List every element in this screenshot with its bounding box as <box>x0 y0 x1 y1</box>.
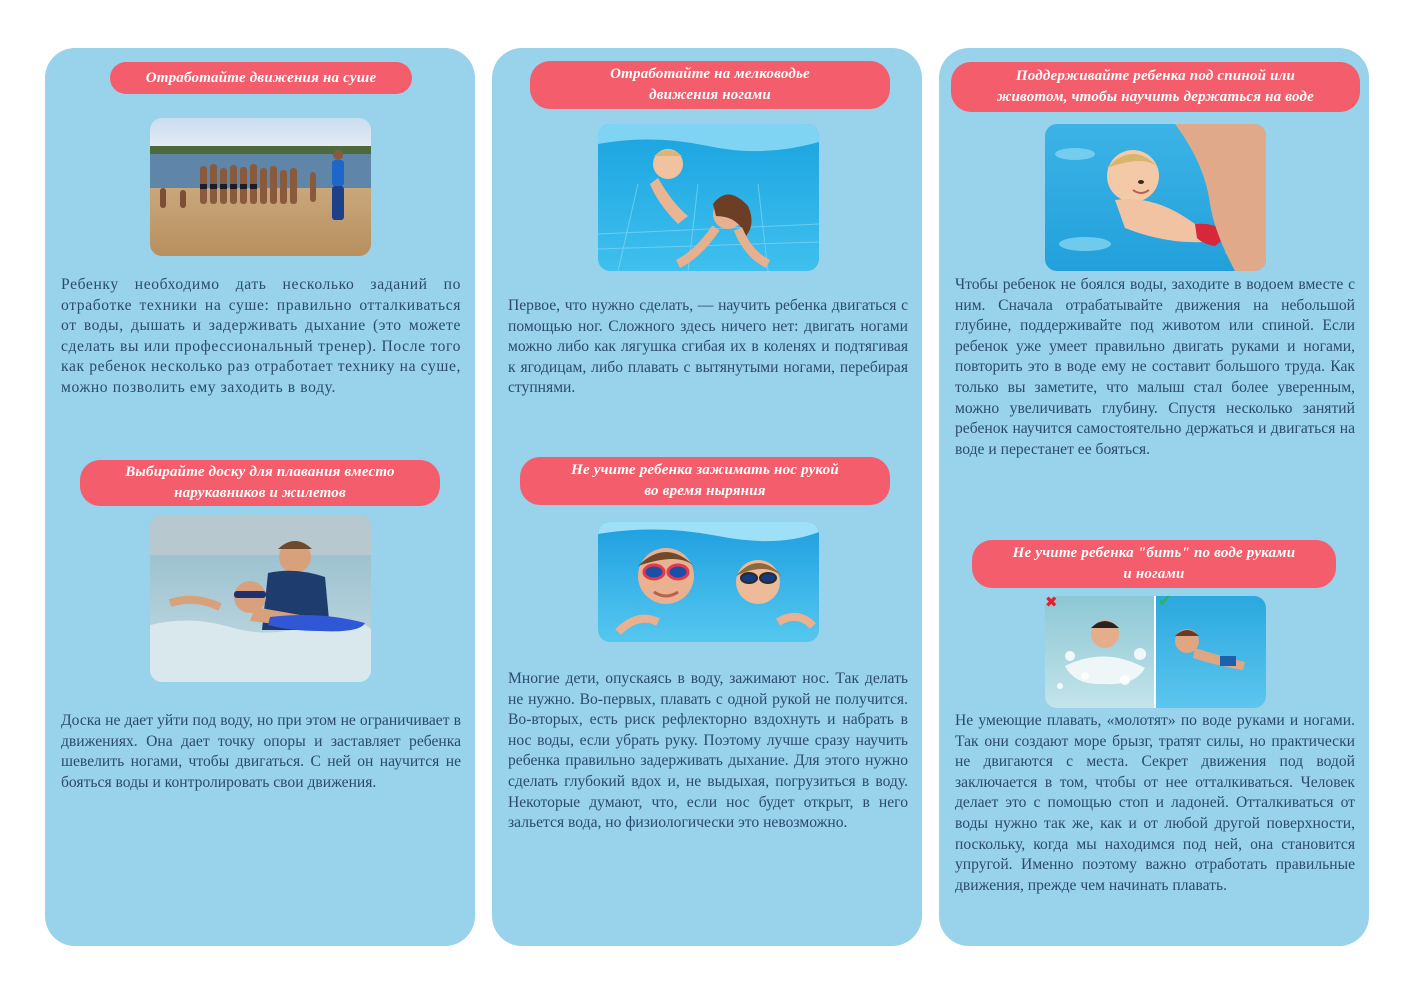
section-title-dry-land: Отработайте движения на суше <box>110 62 412 94</box>
green-check-icon: ✔ <box>1158 591 1172 610</box>
section-text-kickboard: Доска не дает уйти под воду, но при этом не ограничивает в движениях. Она дает точку опоры и заставляет ребенка шевелить ногами, чтобы двигаться. С ней он научится не бояться воды и контролировать свои движения. <box>61 712 461 791</box>
section-text-support-child: Чтобы ребенок не боялся воды, заходите в водоем вместе с ним. Сначала отрабатывайте движения на небольшой глубине, поддерживайте под животом или спиной. Если ребенок уже умеет правильно двигать руками и ногами, повторить это в воде ему не составит большого труда. Как только вы заметите, что малыш стал более уверенным, можно увеличивать глубину. Спустя несколько занятий ребенок научится самостоятельно держаться и двигаться на воде и перестанет ее бояться. <box>955 276 1355 458</box>
mother-and-child-underwater-photo <box>598 124 819 271</box>
section-title-nose-holding: Не учите ребенка зажимать нос рукой во время ныряния <box>520 457 890 505</box>
toddler-supported-in-water-photo <box>1045 124 1266 271</box>
section-title-leg-movements: Отработайте на мелководье движения ногами <box>530 61 890 109</box>
splashing-vs-underwater-comparison-photo <box>1045 593 1266 708</box>
section-text-no-splashing: Не умеющие плавать, «молотят» по воде руками и ногами. Так они создают море брызг, тратят силы, но практически не двигаются с места. Секрет движения под водой заключается в том, чтобы от нее отталкиваться. Человек делает это с помощью стоп и ладоней. Отталкиваться от воды нужно так же, как и от любой другой поверхности, поскольку, когда мы находимся под ней, она становится упругой. Именно поэтому важно отработать правильные движения, прежде чем начинать плавать. <box>955 712 1355 894</box>
red-cross-icon: ✖ <box>1045 593 1058 611</box>
section-text-leg-movements: Первое, что нужно сделать, — научить ребенка двигаться с помощью ног. Сложного здесь ничего нет: двигать ногами можно либо как лягушка сгибая их в коленях и подтягивая к ягодицам, либо плавать с вытянутыми ногами, перебирая ступнями. <box>508 297 908 397</box>
child-with-kickboard-photo <box>150 515 371 682</box>
section-text-dry-land: Ребенку необходимо дать несколько заданий по отработке техники на суше: правильно отталкиваться от воды, дышать и задерживать дыхание (это можете сделать вы или профессиональный тренер). После того как ребенок несколько раз отработает технику на суше, можно позволить ему заходить в воду. <box>61 276 461 396</box>
section-title-kickboard: Выбирайте доску для плавания вместо нарукавников и жилетов <box>80 460 440 506</box>
kids-with-goggles-underwater-photo <box>598 522 819 642</box>
section-text-nose-holding: Многие дети, опускаясь в воду, зажимают нос. Так делать не нужно. Во-первых, плавать с одной рукой не получится. Во-вторых, есть риск рефлекторно вздохнуть и набрать в нос воды, если убрать руку. Поэтому лучше сразу научить ребенка правильно задерживать дыхание. Для этого нужно сделать глубокий вдох и, не выдыхая, погрузиться в воду. Некоторые думают, что, если нос будет открыт, в него зальется вода, но физиологически это невозможно. <box>508 670 908 832</box>
section-title-support-child: Поддерживайте ребенка под спиной или животом, чтобы научить держаться на воде <box>951 62 1360 112</box>
children-on-beach-photo <box>150 118 371 256</box>
section-title-no-splashing: Не учите ребенка "бить" по воде руками и ногами <box>972 540 1336 588</box>
